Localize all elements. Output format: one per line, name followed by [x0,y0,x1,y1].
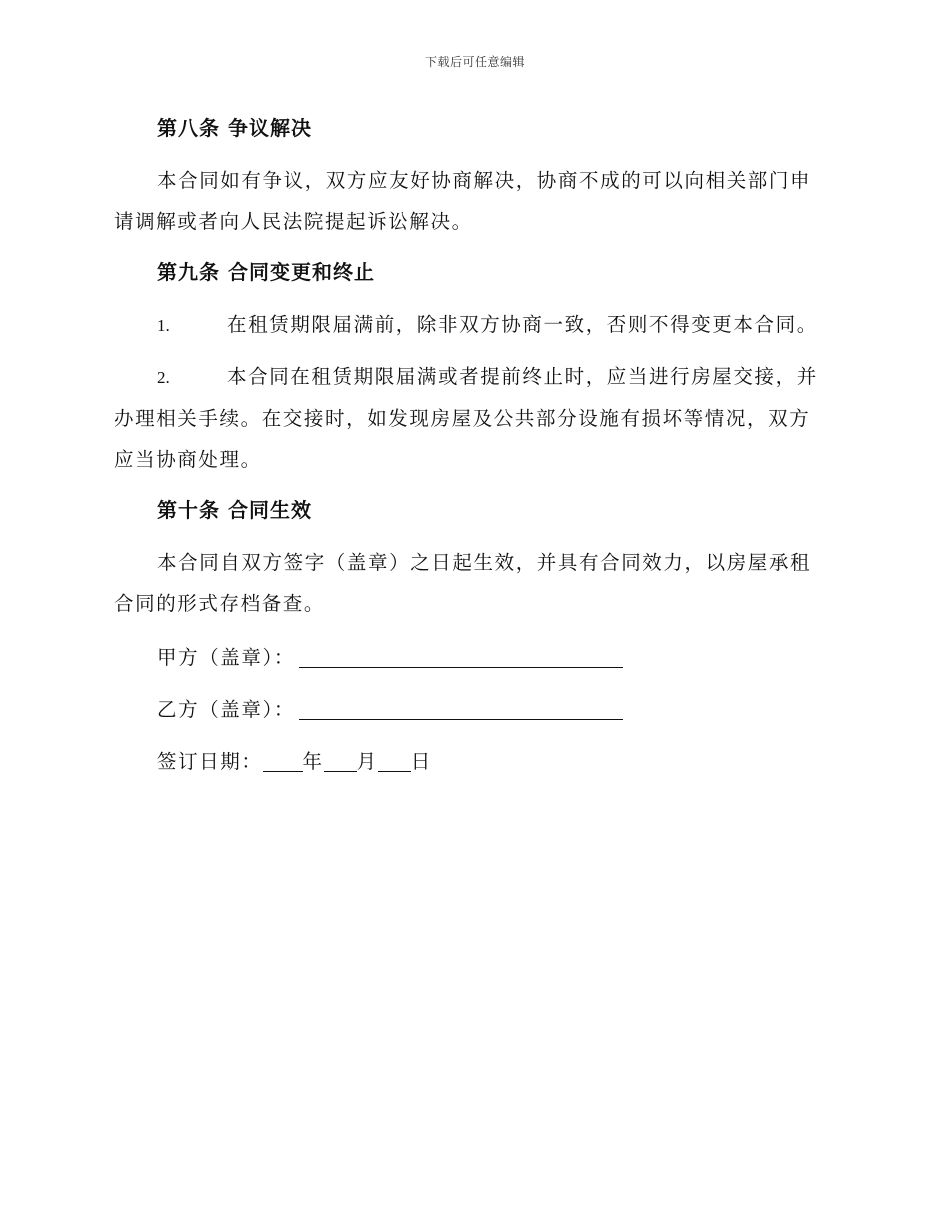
signing-date-line [157,736,830,788]
section-9-item-1 [114,304,830,346]
section-8-paragraph: 本合同如有争议，双方应友好协商解决，协商不成的可以向相关部门申请调解或者向人民法院提起诉讼解决。 [114,169,812,233]
item-text: 在租赁期限届满前，除非双方协商一致，否则不得变更本合同。 [227,313,818,336]
page-header-note: 下载后可任意编辑 [424,55,525,69]
section-8-title: 第八条 争议解决 [157,116,312,140]
party-a-label: 甲方（盖章）： [157,646,295,669]
item-number: 2. [157,368,170,387]
party-a-signature-blank[interactable] [299,645,623,668]
section-9-title: 第九条 合同变更和终止 [157,260,375,284]
day-label: 日 [410,750,432,773]
item-number: 1. [157,316,170,335]
document-body [114,108,830,788]
section-9-item-2 [114,356,830,480]
month-blank[interactable] [324,749,357,772]
party-b-label: 乙方（盖章）： [157,698,295,721]
party-b-signature-blank[interactable] [299,697,623,720]
section-10-paragraph: 本合同自双方签字（盖章）之日起生效，并具有合同效力，以房屋承租合同的形式存档备查。 [114,551,812,615]
month-label: 月 [356,750,378,773]
section-10-title: 第十条 合同生效 [157,498,312,522]
party-b-signature-line [157,684,830,736]
year-label: 年 [302,750,324,773]
party-a-signature-line [157,632,830,684]
date-label: 签订日期： [157,750,263,773]
item-text: 本合同在租赁期限届满或者提前终止时，应当进行房屋交接，并办理相关手续。在交接时，如发现房屋及公共部分设施有损坏等情况，双方应当协商处理。 [114,365,818,471]
day-blank[interactable] [378,749,411,772]
year-blank[interactable] [263,749,303,772]
